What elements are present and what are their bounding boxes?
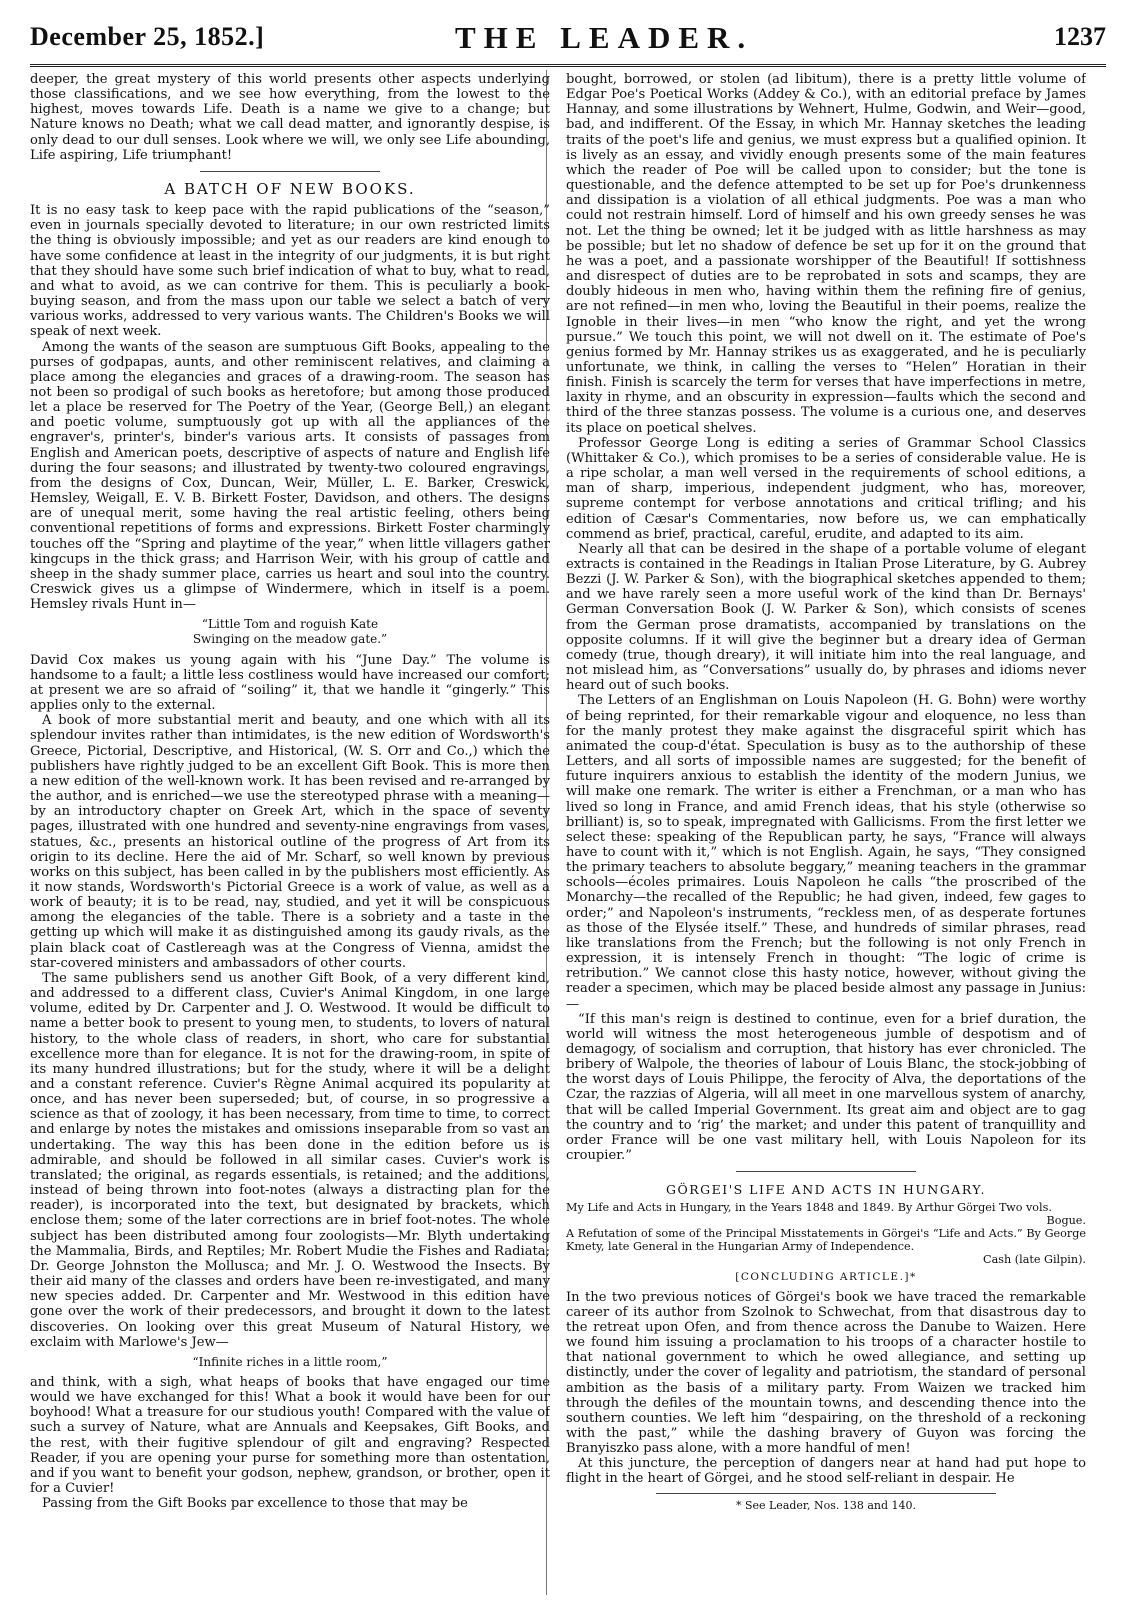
intro-paragraph: deeper, the great mystery of this world presents other aspects underlying those classifications, and we see how everything, from the lowest to the highest, moves towards Life. Death is a name we give to a change; but Nature knows no Death; what we call dead matter, and ignorantly despise, is only dead to our dull senses. Look where we will, we only see Life abounding, Life aspiring, Life triumphant! bbox=[30, 72, 550, 163]
section-rule bbox=[200, 171, 380, 172]
paragraph: The same publishers send us another Gift Book, of a very different kind, and addressed to a different class, Cuvier's Animal Kingdom, in one large volume, edited by Dr. Carpenter and J. O. Westwood. It would be difficult to name a better book to present to young men, to students, to lovers of natural history, to the whole class of readers, in short, who care for substantial excellence more than for elegance. It is not for the drawing-room, in spite of its many hundred illustrations; but for the study, where it will be a delight and a constant reference. Cuvier's Règne Animal acquired its popularity at once, and has never been superseded; but, of course, in so progressive a science as that of zoology, it has been necessary, from time to time, to correct and enlarge by notes the mistakes and omissions inseparable from so vast an undertaking. The way this has been done in the edition before us is admirable, and should be followed in all similar cases. Cuvier's work is translated; the original, as regards essentials, is retained; and the additions, instead of being thrown into foot-notes (always a distracting plan for the reader), is incorporated into the text, but designated by brackets, which enclose them; some of the later corrections are in brief foot-notes. The whole subject has been distributed among four zoologists—Mr. Blyth undertaking the Mammalia, Birds, and Reptiles; Mr. Robert Mudie the Fishes and Radiata; Dr. George Johnston the Mollusca; and Mr. J. O. Westwood the Insects. By their aid many of the classes and orders have been re-investigated, and many new species added. Dr. Carpenter and Mr. Westwood in this edition have gone over the work of their predecessors, and brought it down to the latest discoveries. On looking over this great Museum of Natural History, we exclaim with Marlowe's Jew— bbox=[30, 970, 550, 1350]
paragraph: Passing from the Gift Books par excellence to those that may be bbox=[42, 1496, 468, 1512]
verse-line: “Little Tom and roguish Kate bbox=[201, 617, 379, 632]
page-number: 1237 bbox=[1054, 22, 1106, 51]
bibliography-title: My Life and Acts in Hungary, in the Years 1848 and 1849. By Arthur Görgei Two vols. bbox=[566, 1201, 1052, 1215]
left-column bbox=[30, 72, 550, 1592]
issue-date: December 25, 1852.] bbox=[30, 22, 265, 51]
masthead-title: THE LEADER. bbox=[455, 20, 754, 55]
verse-line: “Infinite riches in a little room,” bbox=[192, 1354, 388, 1369]
section-heading: A BATCH OF NEW BOOKS. bbox=[164, 179, 416, 198]
bibliography-entry bbox=[566, 1227, 1086, 1266]
section-rule bbox=[736, 1171, 916, 1172]
paragraph: David Cox makes us young again with his “June Day.” The volume is handsome to a fault; a little less costliness would have increased our comfort; at present we are so afraid of “soiling” it, that we handle it “gingerly.” This applies only to the external. bbox=[30, 652, 550, 714]
right-column bbox=[566, 72, 1086, 1592]
verse-quote bbox=[30, 617, 550, 647]
bibliography-publisher: Cash (late Gilpin). bbox=[983, 1253, 1086, 1267]
bibliography-entry bbox=[566, 1201, 1086, 1227]
paragraph: It is no easy task to keep pace with the rapid publications of the “season,” even in journals specially devoted to literature; in our own restricted limits the thing is obviously impossible; and yet as our readers are kind enough to have some confidence at least in the integrity of our judgments, it is but right that they should have some such brief indication of what to buy, what to read, and what to avoid, as we can contrive for them. This is peculiarly a book-buying season, and from the mass upon our table we select a batch of very various works, addressed to very various wants. The Children's Books we will speak of next week. bbox=[30, 203, 550, 340]
bibliography-title: A Refutation of some of the Principal Misstatements in Görgei's “Life and Acts.” By George Kmety, late General in the Hungarian Army of Independence. bbox=[566, 1227, 1086, 1254]
paragraph: bought, borrowed, or stolen (ad libitum), there is a pretty little volume of Edgar Poe's Poetical Works (Addey & Co.), with an editorial preface by James Hannay, and some illustrations by Wehnert, Hulme, Godwin, and Weir—good, bad, and indifferent. Of the Essay, in which Mr. Hannay sketches the leading traits of the poet's life and genius, we must express but a qualified opinion. It is lively as an essay, and vividly enough presents some of the main features which the reader of Poe will be called upon to consider; but the tone is questionable, and the defence attempted to be set up for Poe's drunkenness and dissipation is a violation of all ethical judgments. Poe was a man who could not restrain himself. Lord of himself and his own greedy senses he was not. Let the thing be owned; let it be judged with as little harshness as may be possible; but let no shadow of defence be set up for it on the ground that he was a poet, and a passionate worshipper of the Beautiful! If sottishness and disrespect of duties are to be reprobated in sots and scamps, they are doubly hideous in men who, having within them the refining fire of genius, are not refined—in men who, loving the Beautiful in their poems, realize the Ignoble in their lives—in men “who know the right, and yet the wrong pursue.” We touch this point, we will not dwell on it. The estimate of Poe's genius formed by Mr. Hannay strikes us as exaggerated, and he is peculiarly unfortunate, we think, in calling the verses to “Helen” Horatian in their finish. Finish is scarcely the term for verses that have imperfections in metre, laxity in rhyme, and an obscurity in expression—faults which the second and third of the three stanzas possess. The volume is a curious one, and deserves its place on poetical shelves. bbox=[566, 72, 1086, 436]
paragraph: Among the wants of the season are sumptuous Gift Books, appealing to the purses of godpapas, aunts, and other reminiscent relatives, and claiming a place among the elegancies and graces of a drawing-room. The season has not been so prodigal of such books as heretofore; but among those produced let a place be reserved for The Poetry of the Year, (George Bell,) an elegant and poetic volume, sumptuously got up with all the appliances of the engraver's, printer's, binder's various arts. It consists of passages from English and American poets, descriptive of aspects of nature and English life during the four seasons; and illustrated by twenty-two coloured engravings, from the designs of Cox, Duncan, Weir, Müller, L. E. Barker, Creswick, Hemsley, Weigall, E. V. B. Birkett Foster, Davidson, and others. The designs are of unequal merit, some having the real artistic feeling, others being conventional repetitions of forms and expressions. Birkett Foster charmingly touches off the “Spring and playtime of the year,” when little villagers gather kingcups in the thick grass; and Harrison Weir, with his group of cattle and sheep in the shady summer place, carries us heart and soul into the country. Creswick gives us a glimpse of Windermere, which in itself is a poem. Hemsley rivals Hunt in— bbox=[30, 339, 550, 613]
paragraph: A book of more substantial merit and beauty, and one which with all its splendour invites rather than intimidates, is the new edition of Wordsworth's Greece, Pictorial, Descriptive, and Historical, (W. S. Orr and Co.,) which the publishers have rightly judged to be an excellent Gift Book. This is more then a new edition of the well-known work. It has been revised and re-arranged by the author, and is enriched—we use the stereotyped phrase with a meaning—by an introductory chapter on Greek Art, which in the space of seventy pages, illustrated with one hundred and seventy-nine engravings from vases, statues, &c., presents an historical outline of the progress of Art from its origin to its decline. Here the aid of Mr. Scharf, so well known by previous works on this subject, has been called in by the publishers most efficiently. As it now stands, Wordsworth's Pictorial Greece is a work of value, as well as a work of beauty; it is to be read, nay, studied, and yet it will be conspicuous among the elegancies of the table. There is a sobriety and a taste in the getting up which will make it as distinguished among its gaudy rivals, as the plain black coat of Castlereagh was at the Congress of Vienna, amidst the star-covered ministers and ambassadors of other courts. bbox=[30, 713, 550, 971]
paragraph: The Letters of an Englishman on Louis Napoleon (H. G. Bohn) were worthy of being reprinted, for their remarkable vigour and eloquence, no less than for the manly protest they make against the disgraceful spirit which has animated the coup-d'état. Speculation is busy as to the authorship of these Letters, and all sorts of impossible names are suggested; for the benefit of future inquirers anxious to establish the identity of the modern Junius, we will make one remark. The writer is either a Frenchman, or a man who has lived so long in France, and amid French ideas, that his style (otherwise so brilliant) is, so to speak, impregnated with Gallicisms. From the first letter we select these: speaking of the Republican party, he says, “France will always have to count with it,” which is not English. Again, he says, “They consigned the primary teachers to absolute beggary,” meaning teachers in the grammar schools—écoles primaires. Louis Napoleon he calls “the proscribed of the Monarchy—the recalled of the Republic; he had given, indeed, few gages to order;” and Napoleon's instruments, “reckless men, of as desperate fortunes as those of the Elysée itself.” These, and hundreds of similar phrases, read like translations from the French; but the following is not only French in expression, it is intensely French in thought: “The logic of crime is retribution.” We cannot close this hasty notice, however, without giving the reader a specimen, which may be placed beside almost any passage in Junius:— bbox=[566, 693, 1086, 1012]
paragraph: and think, with a sigh, what heaps of books that have engaged our time would we have exchanged for this! What a book it would have been for our boyhood! What a treasure for our studious youth! Compared with the value of such a survey of Nature, what are Annuals and Keepsakes, Gift Books, and the rest, with their fugitive splendour of gilt and engraving? Respected Reader, if you are opening your purse for something more than ostentation, and if you want to benefit your godson, nephew, grandson, or brother, open it for a Cuvier! bbox=[30, 1374, 550, 1497]
paragraph: Nearly all that can be desired in the shape of a portable volume of elegant extracts is contained in the Readings in Italian Prose Literature, by G. Aubrey Bezzi (J. W. Parker & Son), with the biographical sketches appended to them; and we have rarely seen a more useful work of the kind than Dr. Bernays' German Conversation Book (J. W. Parker & Son), which consists of scenes from the German prose dramatists, accompanied by translations on the opposite columns. If it will give the beginner but a dreary idea of German comedy (true, though dreary), it will initiate him into the real language, and not mislead him, as “Conversations” usually do, by phrases and idioms never heard out of such books. bbox=[566, 541, 1086, 694]
paragraph: Professor George Long is editing a series of Grammar School Classics (Whittaker & Co.), which promises to be a series of considerable value. He is a ripe scholar, a man well versed in the requirements of school editions, a man of sharp, imperious, independent judgment, who has, moreover, supreme contempt for verbose annotations and critical trifling; and his edition of Cæsar's Commentaries, now before us, we can emphatically commend as brief, practical, careful, erudite, and adapted to its aim. bbox=[566, 435, 1086, 542]
paragraph: In the two previous notices of Görgei's book we have traced the remarkable career of its author from Szolnok to Schwechat, from that disastrous day to the retreat upon Ofen, and from thence across the Danube to Waizen. Here we found him issuing a proclamation to his troops of a character hostile to that national government to which he owed allegiance, and setting up distinctly, under the cover of legality and patriotism, the standard of personal ambition as the basis of a military party. From Waizen we tracked him through the defiles of the mountain towns, and descending thence into the southern counties. We left him “despairing, on the threshold of a reckoning with the past,” while the dashing bravery of Guyon was forcing the Branyiszko pass alone, with a more handful of men! bbox=[566, 1289, 1086, 1457]
verse-line: Swinging on the meadow gate.” bbox=[192, 632, 388, 647]
review-heading: GÖRGEI'S LIFE AND ACTS IN HUNGARY. bbox=[666, 1182, 986, 1198]
paragraph: At this juncture, the perception of dangers near at hand had put hope to flight in the heart of Görgei, and he stood self-reliant in despair. He bbox=[566, 1456, 1086, 1487]
bibliography-publisher: Bogue. bbox=[1046, 1214, 1086, 1228]
block-quotation: “If this man's reign is destined to continue, even for a brief duration, the world will witness the most heterogeneous jumble of despotism and of demagogy, of socialism and corruption, that history has ever chronicled. The bribery of Walpole, the theories of labour of Louis Blanc, the stock-jobbing of the worst days of Louis Philippe, the ferocity of Alva, the deportations of the Czar, the razzias of Algeria, will all meet in one marvellous system of anarchy, that will be called Imperial Government. Its great aim and object are to gag the country and to ‘rig’ the market; and under this patent of tranquillity and order France will be one vast military hell, with Louis Napoleon for its croupier.” bbox=[566, 1011, 1086, 1164]
footnote-rule bbox=[656, 1493, 996, 1494]
footnote: * See Leader, Nos. 138 and 140. bbox=[735, 1498, 917, 1512]
page-header bbox=[30, 8, 1106, 68]
verse-quote bbox=[30, 1355, 550, 1370]
header-rule bbox=[30, 64, 1106, 67]
article-tag: [CONCLUDING ARTICLE.]* bbox=[735, 1271, 917, 1284]
